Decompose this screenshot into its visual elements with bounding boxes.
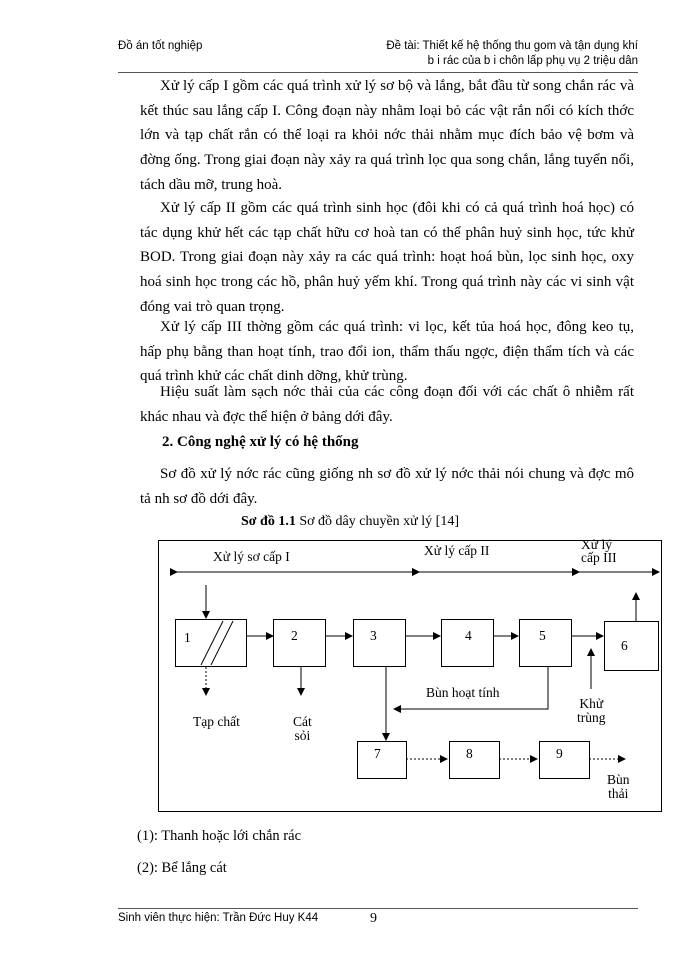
box-1-label: 1	[184, 630, 191, 645]
stage3-label-line2: cấp III	[581, 550, 617, 565]
paragraph-diagram-intro: Sơ đồ xử lý nớc rác cũng giống nh sơ đồ xử lý nớc thải nói chung và đợc mô tả nh sơ đồ dới đây.	[140, 466, 634, 507]
diagram-caption-number: Sơ đồ 1.1	[241, 514, 296, 529]
box-9	[539, 741, 590, 779]
box-5	[519, 619, 572, 667]
header-title-line1: Đề tài: Thiết kế hệ thống thu gom và tận dụng khí	[386, 40, 638, 52]
waste-label: Tạp chất	[193, 714, 240, 729]
box-8	[449, 741, 500, 779]
box-3	[353, 619, 406, 667]
footer-author: Sinh viên thực hiện: Trần Đức Huy K44	[118, 912, 319, 924]
stage3-label	[581, 538, 617, 564]
box-4-label: 4	[465, 628, 472, 643]
box-7-label: 7	[374, 746, 381, 761]
diagram-caption-text: Sơ đồ dây chuyền xử lý [14]	[295, 514, 459, 529]
box-6	[604, 621, 659, 671]
stage2-label: Xử lý cấp II	[424, 543, 490, 558]
waste-sludge-label-line1: Bùn	[607, 772, 630, 787]
diagram-caption	[0, 514, 700, 530]
box-grit-chamber	[273, 619, 326, 667]
waste-sludge-label	[607, 773, 630, 801]
disinfection-label-line2: trùng	[577, 710, 606, 725]
activated-sludge-label: Bùn hoạt tính	[426, 685, 500, 700]
stage1-label: Xử lý sơ cấp I	[213, 549, 290, 564]
box-4	[441, 619, 494, 667]
header-title-line2: b i rác của b i chôn lấp phụ vụ 2 triệu dân	[427, 55, 638, 67]
box-5-label: 5	[539, 628, 546, 643]
page-header-right	[386, 39, 638, 69]
section-heading: 2. Công nghệ xử lý có hệ thống	[162, 434, 359, 450]
box-8-label: 8	[466, 746, 473, 761]
page-header-left: Đồ án tốt nghiệp	[118, 40, 203, 52]
paragraph-stage1: Xử lý cấp I gồm các quá trình xử lý sơ bộ và lắng, bắt đầu từ song chắn rác và kết thúc sau lắng cấp I. Công đoạn này nhằm loại bỏ các vật rắn nổi có kích thớc lớn và tạp chất rắn có thể loại ra khỏi nớc thải nhằm mục đích bảo vệ bơm và đờng ống. Trong giai đoạn này xảy ra quá trình lọc qua song chắn, lắng tuyển nổi, tách dầu mỡ, trung hoà.	[140, 78, 634, 193]
process-flow-diagram	[158, 537, 662, 812]
box-3-label: 3	[370, 628, 377, 643]
page-number: 9	[370, 911, 377, 926]
box-2-label: 2	[291, 628, 298, 643]
stage3-label-line1: Xử lý	[581, 537, 612, 552]
waste-sludge-label-line2: thải	[608, 786, 629, 801]
paragraph-stage2: Xử lý cấp II gồm các quá trình sinh học (đôi khi có cả quá trình hoá học) có tác dụng khử hết các tạp chất hữu cơ hoà tan có thể phân huỷ sinh học, tức khử BOD. Trong giai đoạn này xảy ra các quá trình: hoạt hoá bùn, lọc sinh học, oxy hoá sinh học trong các hồ, phân huỷ yếm khí. Trong quá trình này các vi sinh vật đóng vai trò quan trọng.	[140, 200, 634, 315]
header-rule	[118, 72, 638, 73]
legend-item-2: (2): Bể lắng cát	[137, 860, 227, 876]
sand-label-line1: Cát	[293, 714, 312, 729]
paragraph-efficiency: Hiệu suất làm sạch nớc thải của các công đoạn đối với các chất ô nhiễm rất khác nhau và đợc thể hiện ở bảng dới đây.	[140, 384, 634, 425]
box-9-label: 9	[556, 746, 563, 761]
sand-label-line2: sỏi	[294, 728, 311, 743]
paragraph-stage3: Xử lý cấp III thờng gồm các quá trình: vi lọc, kết tủa hoá học, đông keo tụ, hấp phụ bằng than hoạt tính, trao đổi ion, thẩm thấu ngợc, điện thẩm tích và các quá trình khử các chất dinh dỡng, khử trùng.	[140, 319, 634, 385]
footer-rule	[118, 908, 638, 909]
disinfection-label-line1: Khử	[579, 696, 604, 711]
disinfection-label	[577, 697, 606, 725]
legend-item-1: (1): Thanh hoặc lới chắn rác	[137, 828, 302, 844]
box-7	[357, 741, 407, 779]
sand-label	[293, 715, 312, 743]
box-6-label: 6	[621, 638, 628, 653]
box-screen	[175, 619, 247, 667]
